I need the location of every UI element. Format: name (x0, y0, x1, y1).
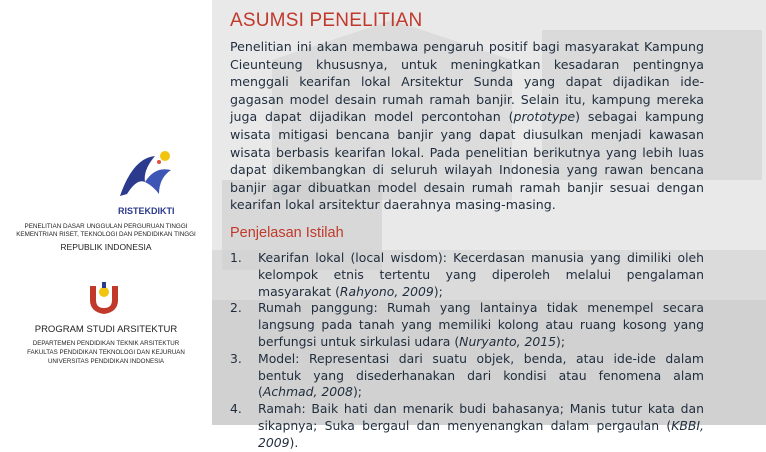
term-tail: ); (352, 384, 362, 400)
list-number: 2. (230, 300, 242, 316)
ristekdikti-logo-icon (115, 148, 175, 203)
list-item (230, 300, 704, 350)
department-line-3: UNIVERSITAS PENDIDIKAN INDONESIA (47, 358, 165, 365)
ristekdikti-wordmark: RISTEKDIKTI (118, 206, 175, 216)
term-tail: ). (289, 434, 299, 450)
term-text: Kearifan lokal (local wisdom): Kecerdasan manusia yang dimiliki oleh kelompok etnis tertentu yang diperoleh melalui pengalaman masyarakat ( (258, 250, 704, 299)
term-citation: KBBI, 2009 (258, 417, 704, 450)
term-text: Ramah: Baik hati dan menarik budi bahasanya; Manis tutur kata dan sikapnya; Suka bergaul dan menyenangkan dalam pergaulan ( (258, 401, 704, 433)
paragraph-part-3: ) sebagai kampung wisata mitigasi bencana banjir yang dapat diusulkan menjadi kawasan wisata berbasis kearifan lokal. Pada penelitian berikutnya yang lebih luas dapat dikembangkan di seluruh wilayah Indonesia yang rawan bencana banjir agar dibuatkan model desain rumah ramah banjir sesuai dengan kearifan lokal arsitektur daerahnya masing-masing. (230, 109, 704, 213)
program-name: PROGRAM STUDI ARSITEKTUR (34, 324, 178, 335)
list-item (230, 250, 704, 300)
term-tail: ); (556, 333, 566, 349)
paragraph-italic-term: prototype (513, 109, 576, 125)
list-number: 4. (230, 401, 242, 417)
list-number: 3. (230, 350, 242, 366)
sidebar-line-1: PENELITIAN DASAR UNGGULAN PERGURUAN TINGGI (24, 223, 188, 230)
term-text: Model: Representasi dari suatu objek, benda, atau ide-ide dalam bentuk yang disederhanakan dari kondisi atau fenomena alam ( (258, 350, 704, 400)
list-number: 1. (230, 250, 242, 265)
sidebar-line-3: REPUBLIK INDONESIA (60, 242, 152, 252)
assumption-paragraph (230, 38, 704, 214)
term-tail: ); (433, 283, 443, 299)
section-subtitle: Penjelasan Istilah (230, 225, 344, 241)
paragraph-part-1: Penelitian ini akan membawa pengaruh positif bagi masyarakat Kampung Cieunteung khususnya, untuk meningkatkan kesadaran pentingnya menggali kearifan lokal Arsitektur Sunda yang dapat dijadikan ide-gagasan model desain rumah ramah banjir. Selain itu, kampung mereka juga dapat dijadikan model percontohan ( (230, 39, 704, 125)
term-citation: Achmad, 2008 (262, 384, 353, 400)
slide-title: ASUMSI PENELITIAN (230, 10, 423, 31)
list-item (230, 401, 704, 451)
upi-logo-icon (86, 280, 122, 316)
terms-list (230, 250, 704, 452)
term-citation: Rahyono, 2009 (339, 283, 434, 299)
department-line-2: FAKULTAS PENDIDIKAN TEKNOLOGI DAN KEJURUAN (27, 349, 185, 356)
term-citation: Nuryanto, 2015 (459, 333, 557, 349)
sidebar (0, 0, 212, 425)
sidebar-line-2: KEMENTRIAN RISET, TEKNOLOGI DAN PENDIDIKAN TINGGI (16, 231, 196, 238)
list-item (230, 351, 704, 401)
term-text: Rumah panggung: Rumah yang lantainya tidak menempel secara langsung pada tanah yang memiliki kolong atau ruang kosong yang berfungsi untuk sirkulasi udara ( (258, 300, 704, 349)
department-line-1: DEPARTEMEN PENDIDIKAN TEKNIK ARSITEKTUR (32, 340, 180, 347)
